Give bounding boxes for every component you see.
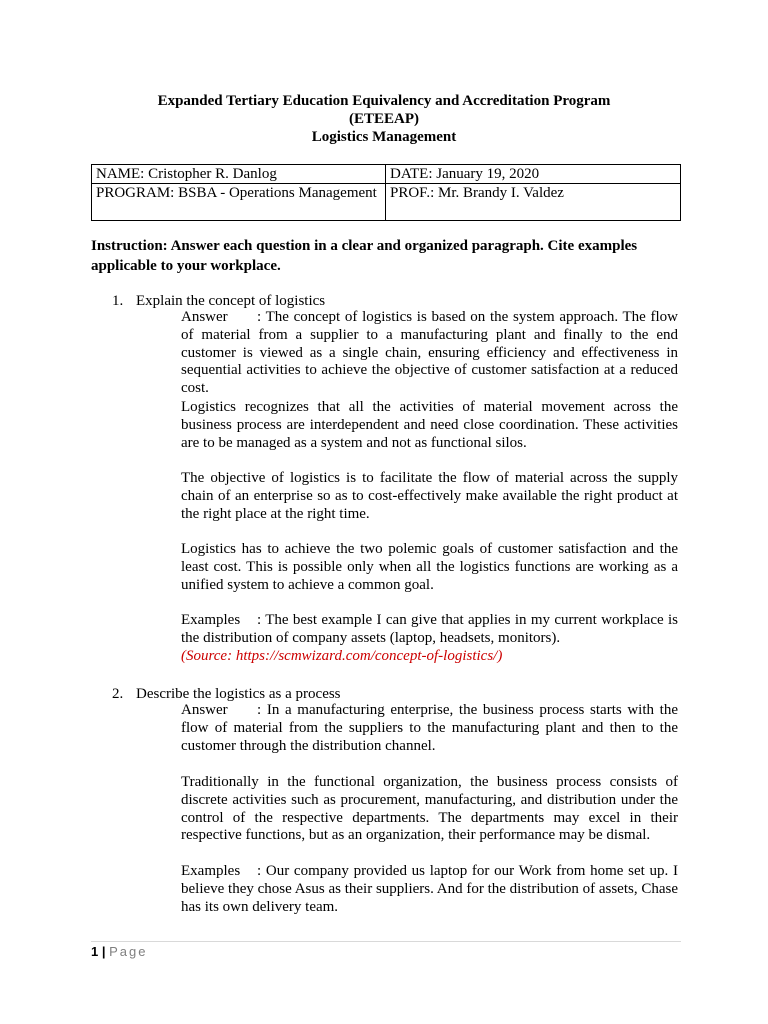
document-header: [0, 92, 768, 146]
student-info-table: [91, 164, 681, 221]
answer-paragraph: Logistics has to achieve the two polemic goals of customer satisfaction and the least cost. This is possible only when all the logistics functions are working as a unified system to achieve a common goal.: [181, 541, 678, 593]
footer-divider: [91, 941, 681, 942]
answer-text: : The concept of logistics is based on the system approach. The flow of material from a supplier to a manufacturing plant and finally to the end customer is viewed as a single chain, ensuring efficiency and effectiveness in sequential activities to achieve the objective of customer satisfaction at a reduced cost.: [181, 309, 678, 397]
answer-paragraph: Traditionally in the functional organization, the business process consists of discrete activities such as procurement, manufacturing, and distribution under the control of the respective departments. The departments may excel in their respective functions, but as an organization, their performance may be dismal.: [181, 774, 678, 844]
answer-text: : In a manufacturing enterprise, the business process starts with the flow of material from the suppliers to the manufacturing plant and then to the customer through the distribution channel.: [181, 702, 678, 754]
program-cell: PROGRAM: BSBA - Operations Management: [92, 184, 386, 221]
page-number: 1: [91, 944, 99, 959]
examples-paragraph: [181, 863, 678, 916]
page-label: Page: [109, 944, 148, 959]
answer-label: Answer: [181, 702, 228, 718]
table-row: [92, 184, 681, 221]
program-acronym: (ETEEAP): [348, 111, 419, 127]
examples-label: Examples: [181, 612, 241, 628]
table-row: [92, 165, 681, 184]
answer-paragraph: The objective of logistics is to facilitate the flow of material across the supply chain of an enterprise so as to cost-effectively make available the right product at the right place at the right time.: [181, 470, 678, 522]
answer-paragraph: [181, 309, 678, 398]
question-text: Describe the logistics as a process: [136, 686, 341, 702]
examples-paragraph: [181, 612, 678, 665]
answer-paragraph: [181, 702, 678, 755]
question-number: 1.: [112, 293, 124, 309]
date-cell: DATE: January 19, 2020: [386, 165, 681, 184]
prof-cell: PROF.: Mr. Brandy I. Valdez: [386, 184, 681, 221]
program-title: Expanded Tertiary Education Equivalency and Accreditation Program: [157, 93, 611, 109]
examples-text: : Our company provided us laptop for our Work from home set up. I believe they chose Asus as their suppliers. And for the distribution of assets, Chase has its own delivery team.: [181, 863, 678, 915]
page-separator: |: [101, 944, 106, 959]
course-title: Logistics Management: [311, 129, 457, 145]
examples-text: : The best example I can give that applies in my current workplace is the distribution of company assets (laptop, headsets, monitors).: [181, 612, 678, 646]
name-cell: NAME: Cristopher R. Danlog: [92, 165, 386, 184]
answer-paragraph: Logistics recognizes that all the activities of material movement across the business process are interdependent and need close coordination. These activities are to be managed as a system and not as functional silos.: [181, 399, 678, 451]
question-text: Explain the concept of logistics: [136, 293, 326, 309]
instruction-text: Instruction: Answer each question in a clear and organized paragraph. Cite examples applicable to your workplace.: [91, 238, 638, 274]
source-citation: (Source: https://scmwizard.com/concept-of-logistics/): [181, 647, 503, 664]
question-number: 2.: [112, 686, 124, 702]
answer-label: Answer: [181, 309, 228, 325]
page-footer: [91, 944, 148, 960]
examples-label: Examples: [181, 863, 241, 879]
